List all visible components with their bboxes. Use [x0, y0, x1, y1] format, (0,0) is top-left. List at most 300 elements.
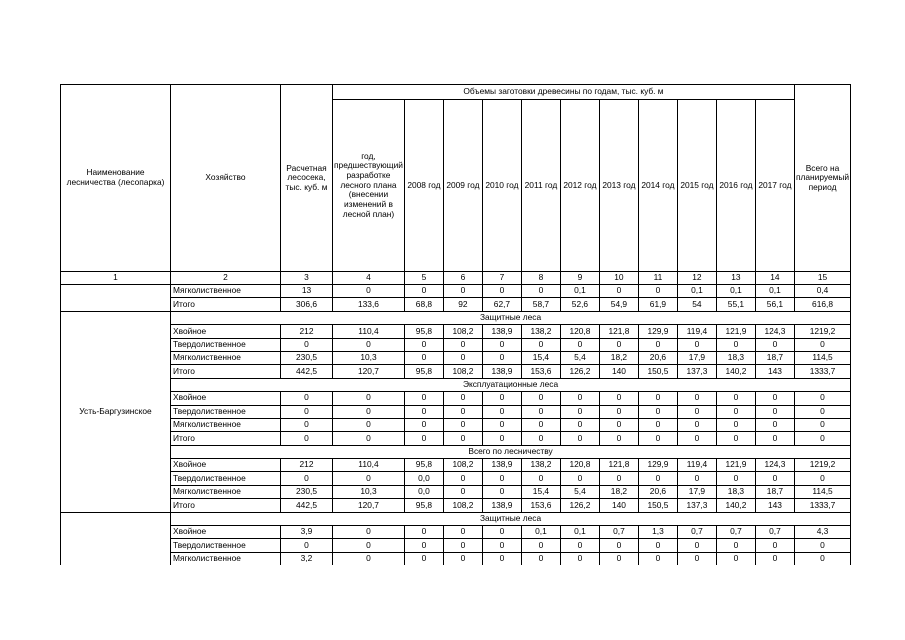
value-cell: 18,7 [755, 351, 794, 364]
value-cell: 1219,2 [794, 325, 850, 338]
value-cell: 0 [794, 392, 850, 405]
economy-cell: Хвойное [171, 526, 281, 539]
column-number: 12 [677, 272, 716, 285]
value-cell: 0 [521, 338, 560, 351]
table-row [61, 526, 851, 539]
column-number: 3 [281, 272, 333, 285]
section-title-row [61, 311, 851, 324]
value-cell: 0 [794, 539, 850, 552]
value-cell: 0 [521, 285, 560, 298]
value-cell: 20,6 [638, 485, 677, 498]
economy-cell: Мягколиственное [171, 285, 281, 298]
value-cell: 0,1 [677, 285, 716, 298]
harvest-volume-table-page [60, 84, 851, 565]
value-cell: 18,3 [716, 485, 755, 498]
value-cell: 10,3 [333, 351, 405, 364]
value-cell: 1333,7 [794, 499, 850, 512]
value-cell: 0 [281, 338, 333, 351]
value-cell: 0 [482, 392, 521, 405]
value-cell: 108,2 [443, 499, 482, 512]
value-cell: 0,1 [716, 285, 755, 298]
value-cell: 129,9 [638, 325, 677, 338]
value-cell: 138,2 [521, 325, 560, 338]
section-title: Защитные леса [171, 512, 851, 525]
value-cell: 0 [560, 432, 599, 445]
section-title-row [61, 378, 851, 391]
column-number: 2 [171, 272, 281, 285]
column-number-row [61, 272, 851, 285]
value-cell: 126,2 [560, 499, 599, 512]
value-cell: 0 [638, 405, 677, 418]
header-year: 2013 год [599, 100, 638, 272]
value-cell: 0 [333, 552, 405, 565]
value-cell: 0 [443, 485, 482, 498]
section-title: Всего по лесничеству [171, 445, 851, 458]
value-cell: 0 [677, 418, 716, 431]
value-cell: 54,9 [599, 298, 638, 311]
value-cell: 1219,2 [794, 459, 850, 472]
value-cell: 56,1 [755, 298, 794, 311]
value-cell: 120,8 [560, 459, 599, 472]
value-cell: 0 [599, 338, 638, 351]
value-cell: 0 [677, 338, 716, 351]
value-cell: 15,4 [521, 351, 560, 364]
header-economy: Хозяйство [171, 85, 281, 272]
value-cell: 0 [281, 432, 333, 445]
table-row [61, 459, 851, 472]
value-cell: 0 [482, 405, 521, 418]
table-row [61, 365, 851, 378]
economy-cell: Твердолиственное [171, 338, 281, 351]
header-year: 2012 год [560, 100, 599, 272]
value-cell: 0 [716, 432, 755, 445]
value-cell: 18,3 [716, 351, 755, 364]
value-cell: 0 [794, 472, 850, 485]
value-cell: 0 [404, 418, 443, 431]
value-cell: 95,8 [404, 325, 443, 338]
economy-cell: Мягколиственное [171, 351, 281, 364]
value-cell: 0 [404, 552, 443, 565]
value-cell: 58,7 [521, 298, 560, 311]
value-cell: 95,8 [404, 459, 443, 472]
table-row [61, 338, 851, 351]
value-cell: 5,4 [560, 351, 599, 364]
value-cell: 0 [482, 285, 521, 298]
value-cell: 0 [716, 418, 755, 431]
header-year: 2015 год [677, 100, 716, 272]
column-number: 11 [638, 272, 677, 285]
value-cell: 120,8 [560, 325, 599, 338]
value-cell: 140 [599, 499, 638, 512]
column-number: 15 [794, 272, 850, 285]
value-cell: 0 [281, 405, 333, 418]
value-cell: 0,7 [677, 526, 716, 539]
value-cell: 114,5 [794, 351, 850, 364]
value-cell: 0 [599, 472, 638, 485]
value-cell: 137,3 [677, 365, 716, 378]
value-cell: 0,0 [404, 472, 443, 485]
value-cell: 0 [755, 405, 794, 418]
value-cell: 0 [677, 432, 716, 445]
value-cell: 212 [281, 459, 333, 472]
economy-cell: Итого [171, 365, 281, 378]
value-cell: 0 [638, 432, 677, 445]
value-cell: 0 [482, 432, 521, 445]
value-cell: 0 [638, 392, 677, 405]
value-cell: 18,7 [755, 485, 794, 498]
header-year: 2014 год [638, 100, 677, 272]
table-row [61, 285, 851, 298]
value-cell: 0 [794, 418, 850, 431]
value-cell: 0 [677, 405, 716, 418]
section-title-row [61, 512, 851, 525]
value-cell: 0 [521, 418, 560, 431]
value-cell: 0,0 [404, 485, 443, 498]
value-cell: 0 [482, 526, 521, 539]
value-cell: 124,3 [755, 459, 794, 472]
header-year: 2008 год [404, 100, 443, 272]
value-cell: 0 [482, 472, 521, 485]
economy-cell: Твердолиственное [171, 405, 281, 418]
value-cell: 0 [521, 392, 560, 405]
value-cell: 114,5 [794, 485, 850, 498]
table-row [61, 298, 851, 311]
value-cell: 0 [560, 392, 599, 405]
value-cell: 108,2 [443, 459, 482, 472]
economy-cell: Хвойное [171, 459, 281, 472]
table-row [61, 539, 851, 552]
economy-cell: Итого [171, 499, 281, 512]
value-cell: 108,2 [443, 325, 482, 338]
value-cell: 0 [443, 338, 482, 351]
value-cell: 92 [443, 298, 482, 311]
value-cell: 0 [521, 472, 560, 485]
value-cell: 0 [443, 392, 482, 405]
value-cell: 0 [404, 392, 443, 405]
value-cell: 0,7 [716, 526, 755, 539]
value-cell: 10,3 [333, 485, 405, 498]
table-row [61, 472, 851, 485]
value-cell: 0 [333, 539, 405, 552]
value-cell: 119,4 [677, 459, 716, 472]
value-cell: 0 [521, 552, 560, 565]
value-cell: 121,8 [599, 459, 638, 472]
value-cell: 138,2 [521, 459, 560, 472]
value-cell: 0 [677, 539, 716, 552]
column-number: 13 [716, 272, 755, 285]
value-cell: 0 [755, 472, 794, 485]
value-cell: 150,5 [638, 499, 677, 512]
value-cell: 3,9 [281, 526, 333, 539]
forestry-name-cell: Усть-Баргузинское [61, 311, 171, 512]
value-cell: 129,9 [638, 459, 677, 472]
value-cell: 0,1 [560, 285, 599, 298]
value-cell: 143 [755, 499, 794, 512]
column-number: 14 [755, 272, 794, 285]
value-cell: 0 [443, 285, 482, 298]
value-cell: 0 [521, 405, 560, 418]
value-cell: 0 [404, 432, 443, 445]
value-cell: 0 [755, 338, 794, 351]
value-cell: 140,2 [716, 499, 755, 512]
header-prev-year: год, предшествующий разработке лесного плана (внесении изменений в лесной план) [333, 100, 405, 272]
value-cell: 0 [443, 539, 482, 552]
value-cell: 140,2 [716, 365, 755, 378]
value-cell: 0,4 [794, 285, 850, 298]
value-cell: 119,4 [677, 325, 716, 338]
value-cell: 140 [599, 365, 638, 378]
table-row [61, 392, 851, 405]
economy-cell: Итого [171, 298, 281, 311]
header-year: 2010 год [482, 100, 521, 272]
economy-cell: Мягколиственное [171, 418, 281, 431]
value-cell: 0 [599, 405, 638, 418]
value-cell: 0 [333, 526, 405, 539]
header-allowable-cut: Расчетная лесосека, тыс. куб. м [281, 85, 333, 272]
value-cell: 0 [716, 472, 755, 485]
value-cell: 0 [482, 539, 521, 552]
value-cell: 0 [333, 432, 405, 445]
value-cell: 121,9 [716, 325, 755, 338]
value-cell: 0 [716, 405, 755, 418]
section-title: Эксплуатационные леса [171, 378, 851, 391]
value-cell: 0 [755, 418, 794, 431]
value-cell: 20,6 [638, 351, 677, 364]
value-cell: 0 [560, 405, 599, 418]
value-cell: 15,4 [521, 485, 560, 498]
value-cell: 0 [638, 285, 677, 298]
value-cell: 61,9 [638, 298, 677, 311]
value-cell: 124,3 [755, 325, 794, 338]
column-number: 10 [599, 272, 638, 285]
value-cell: 0 [716, 539, 755, 552]
value-cell: 212 [281, 325, 333, 338]
table-row [61, 499, 851, 512]
value-cell: 0 [638, 418, 677, 431]
value-cell: 133,6 [333, 298, 405, 311]
value-cell: 52,6 [560, 298, 599, 311]
value-cell: 5,4 [560, 485, 599, 498]
column-number: 1 [61, 272, 171, 285]
value-cell: 121,8 [599, 325, 638, 338]
value-cell: 54 [677, 298, 716, 311]
value-cell: 0 [638, 539, 677, 552]
table-row [61, 485, 851, 498]
forestry-name-cell [61, 512, 171, 565]
value-cell: 0,1 [521, 526, 560, 539]
economy-cell: Твердолиственное [171, 539, 281, 552]
economy-cell: Хвойное [171, 392, 281, 405]
header-forestry: Наименование лесничества (лесопарка) [61, 85, 171, 272]
section-title: Защитные леса [171, 311, 851, 324]
value-cell: 0 [404, 526, 443, 539]
value-cell: 1,3 [638, 526, 677, 539]
value-cell: 0 [333, 392, 405, 405]
header-harvest-volumes: Объемы заготовки древесины по годам, тыс. куб. м [333, 85, 795, 100]
value-cell: 95,8 [404, 365, 443, 378]
value-cell: 0 [404, 539, 443, 552]
column-number: 4 [333, 272, 405, 285]
value-cell: 0 [281, 539, 333, 552]
value-cell: 0 [281, 472, 333, 485]
column-number: 6 [443, 272, 482, 285]
value-cell: 3,2 [281, 552, 333, 565]
economy-cell: Мягколиственное [171, 552, 281, 565]
header-year: 2009 год [443, 100, 482, 272]
value-cell: 0 [677, 472, 716, 485]
value-cell: 153,6 [521, 365, 560, 378]
value-cell: 0 [404, 285, 443, 298]
value-cell: 0 [281, 418, 333, 431]
value-cell: 0,1 [560, 526, 599, 539]
value-cell: 0 [482, 552, 521, 565]
value-cell: 0 [794, 338, 850, 351]
value-cell: 62,7 [482, 298, 521, 311]
value-cell: 0 [281, 392, 333, 405]
value-cell: 0 [560, 418, 599, 431]
value-cell: 442,5 [281, 499, 333, 512]
value-cell: 0 [677, 552, 716, 565]
value-cell: 230,5 [281, 351, 333, 364]
value-cell: 17,9 [677, 351, 716, 364]
value-cell: 18,2 [599, 351, 638, 364]
value-cell: 137,3 [677, 499, 716, 512]
value-cell: 0 [404, 351, 443, 364]
value-cell: 0 [794, 432, 850, 445]
economy-cell: Мягколиственное [171, 485, 281, 498]
value-cell: 0 [521, 539, 560, 552]
value-cell: 18,2 [599, 485, 638, 498]
value-cell: 120,7 [333, 499, 405, 512]
value-cell: 0 [638, 338, 677, 351]
value-cell: 0 [482, 338, 521, 351]
value-cell: 150,5 [638, 365, 677, 378]
header-year: 2016 год [716, 100, 755, 272]
value-cell: 0 [482, 351, 521, 364]
value-cell: 0 [755, 539, 794, 552]
value-cell: 138,9 [482, 365, 521, 378]
value-cell: 0 [443, 351, 482, 364]
value-cell: 230,5 [281, 485, 333, 498]
value-cell: 17,9 [677, 485, 716, 498]
value-cell: 0 [404, 338, 443, 351]
header-year: 2017 год [755, 100, 794, 272]
value-cell: 306,6 [281, 298, 333, 311]
value-cell: 0 [755, 392, 794, 405]
value-cell: 1333,7 [794, 365, 850, 378]
value-cell: 0 [443, 405, 482, 418]
value-cell: 0,1 [755, 285, 794, 298]
value-cell: 138,9 [482, 325, 521, 338]
economy-cell: Хвойное [171, 325, 281, 338]
value-cell: 0 [560, 539, 599, 552]
value-cell: 153,6 [521, 499, 560, 512]
value-cell: 0 [638, 552, 677, 565]
column-number: 9 [560, 272, 599, 285]
column-number: 7 [482, 272, 521, 285]
table-row [61, 432, 851, 445]
value-cell: 0 [599, 432, 638, 445]
value-cell: 108,2 [443, 365, 482, 378]
value-cell: 0,7 [755, 526, 794, 539]
value-cell: 0 [560, 338, 599, 351]
table-row [61, 351, 851, 364]
table-row [61, 405, 851, 418]
value-cell: 0 [333, 405, 405, 418]
economy-cell: Итого [171, 432, 281, 445]
value-cell: 110,4 [333, 325, 405, 338]
value-cell: 120,7 [333, 365, 405, 378]
value-cell: 0 [443, 432, 482, 445]
harvest-volume-table [60, 84, 851, 565]
section-title-row [61, 445, 851, 458]
value-cell: 0 [716, 392, 755, 405]
value-cell: 126,2 [560, 365, 599, 378]
value-cell: 616,8 [794, 298, 850, 311]
value-cell: 0 [333, 472, 405, 485]
value-cell: 0 [443, 418, 482, 431]
value-cell: 0 [443, 472, 482, 485]
value-cell: 0 [677, 392, 716, 405]
table-row [61, 325, 851, 338]
value-cell: 138,9 [482, 459, 521, 472]
value-cell: 0 [482, 418, 521, 431]
value-cell: 0 [333, 418, 405, 431]
value-cell: 121,9 [716, 459, 755, 472]
value-cell: 0 [755, 552, 794, 565]
column-number: 8 [521, 272, 560, 285]
forestry-name-cell [61, 285, 171, 312]
header-year: 2011 год [521, 100, 560, 272]
value-cell: 0 [716, 552, 755, 565]
value-cell: 0 [599, 392, 638, 405]
value-cell: 0 [333, 338, 405, 351]
value-cell: 143 [755, 365, 794, 378]
value-cell: 4,3 [794, 526, 850, 539]
header-row-top [61, 85, 851, 100]
table-row [61, 552, 851, 565]
value-cell: 0 [443, 526, 482, 539]
header-total: Всего на планируемый период [794, 85, 850, 272]
value-cell: 0 [638, 472, 677, 485]
value-cell: 0 [560, 472, 599, 485]
value-cell: 0 [794, 552, 850, 565]
value-cell: 0 [443, 552, 482, 565]
column-number: 5 [404, 272, 443, 285]
value-cell: 138,9 [482, 499, 521, 512]
value-cell: 68,8 [404, 298, 443, 311]
value-cell: 55,1 [716, 298, 755, 311]
value-cell: 442,5 [281, 365, 333, 378]
table-row [61, 418, 851, 431]
value-cell: 0,7 [599, 526, 638, 539]
economy-cell: Твердолиственное [171, 472, 281, 485]
value-cell: 0 [482, 485, 521, 498]
value-cell: 95,8 [404, 499, 443, 512]
value-cell: 110,4 [333, 459, 405, 472]
value-cell: 0 [560, 552, 599, 565]
value-cell: 0 [794, 405, 850, 418]
value-cell: 0 [599, 285, 638, 298]
value-cell: 0 [404, 405, 443, 418]
value-cell: 0 [521, 432, 560, 445]
value-cell: 0 [599, 539, 638, 552]
value-cell: 0 [333, 285, 405, 298]
value-cell: 0 [755, 432, 794, 445]
value-cell: 0 [599, 552, 638, 565]
value-cell: 0 [716, 338, 755, 351]
value-cell: 0 [599, 418, 638, 431]
